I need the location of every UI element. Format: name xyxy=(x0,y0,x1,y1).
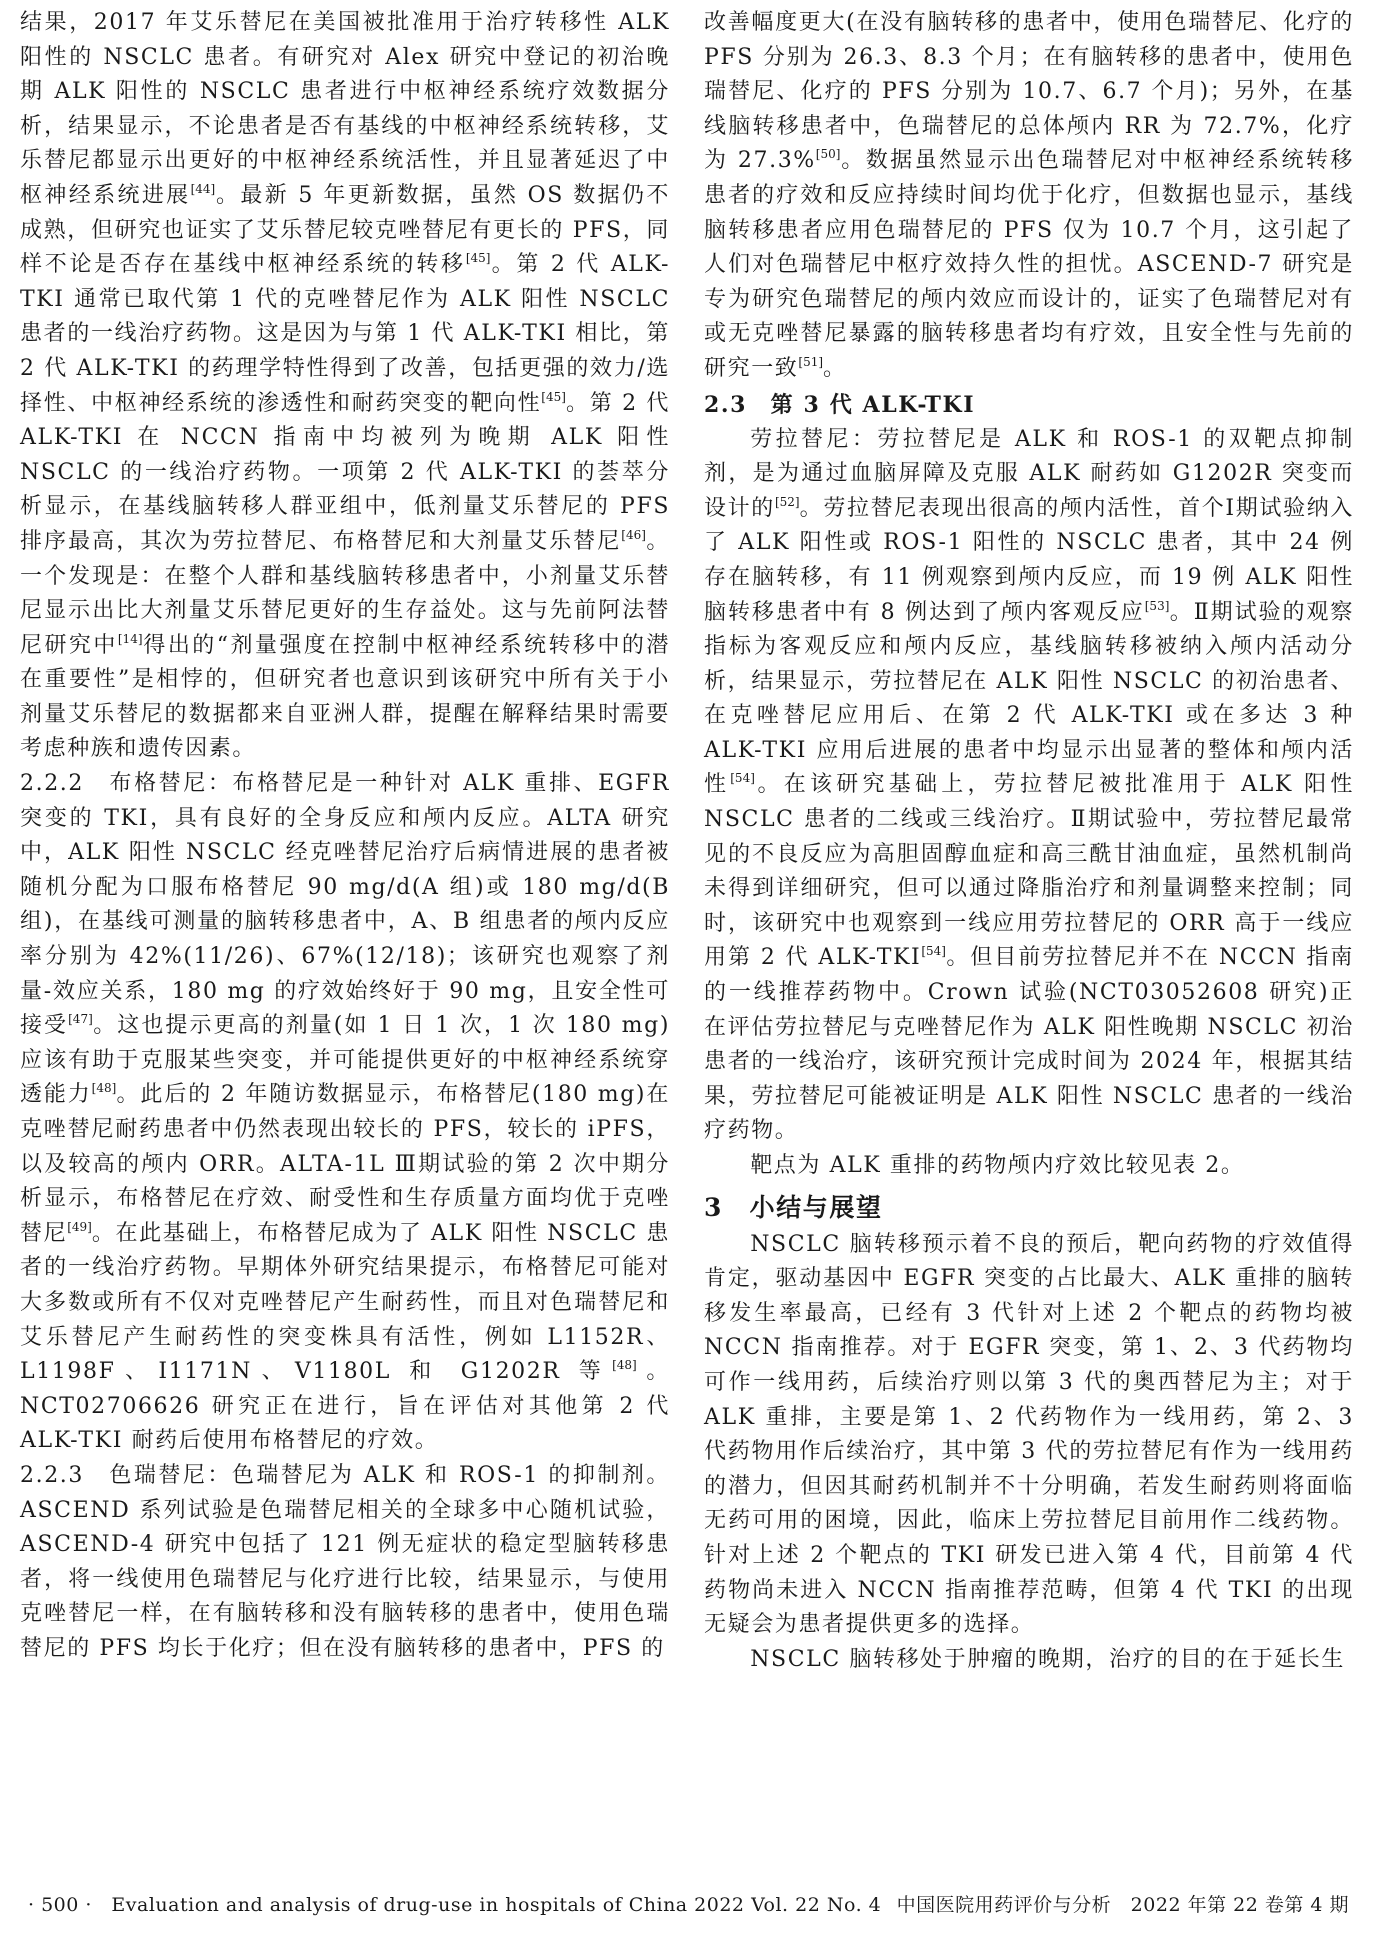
text-run: 结果，2017 年艾乐替尼在美国被批准用于治疗转移性 ALK 阳性的 NSCLC 患者。有研究对 Alex 研究中登记的初治晚期 ALK 阳性的 NSCLC 患者进行中枢神经系统疗效数据分析，结果显示，不论患者是否有基线的中枢神经系统转移，艾乐替尼都显示出更好的中枢神经系统活性，并且显著延迟了中枢神经系统进展 xyxy=(20,10,670,208)
paragraph-alectinib xyxy=(20,6,670,767)
footer-journal-english: · 500 · Evaluation and analysis of drug-use in hospitals of China 2022 Vol. 22 No. 4 xyxy=(28,1894,882,1916)
citation-ref: [46] xyxy=(621,527,646,542)
text-run: 改善幅度更大(在没有脑转移的患者中，使用色瑞替尼、化疗的 PFS 分别为 26.3、8.3 个月；在有脑转移的患者中，使用色瑞替尼、化疗的 PFS 分别为 10.7、6.7 个月)；另外，在基线脑转移患者中，色瑞替尼的总体颅内 RR 为 72.7%，化疗为 27.3% xyxy=(704,10,1354,174)
text-run: 靶点为 ALK 重排的药物颅内疗效比较见表 2。 xyxy=(750,1153,1245,1178)
text-run: 。在该研究基础上，劳拉替尼被批准用于 ALK 阳性 NSCLC 患者的二线或三线治疗。Ⅱ期试验中，劳拉替尼最常见的不良反应为高胆固醇血症和高三酰甘油血症，虽然机制尚未得到详细研究，但可以通过降脂治疗和剂量调整来控制；同时，该研究中也观察到一线应用劳拉替尼的 ORR 高于一线应用第 2 代 ALK-TKI xyxy=(704,772,1354,971)
text-run: NSCLC 脑转移预示着不良的预后，靶向药物的疗效值得肯定，驱动基因中 EGFR 突变的占比最大、ALK 重排的脑转移发生率最高，已经有 3 代针对上述 2 个靶点的药物均被 NCCN 指南推荐。对于 EGFR 突变，第 1、2、3 代药物均可作一线用药，后续治疗则以第 3 代的奥西替尼为主；对于 ALK 重排，主要是第 1、2 代药物作为一线用药，第 2、3 代药物用作后续治疗，其中第 3 代的劳拉替尼有作为一线用药的潜力，但因其耐药机制并不十分明确，若发生耐药则将面临无药可用的困境，因此，临床上劳拉替尼目前用作二线药物。针对上述 2 个靶点的 TKI 研发已进入第 4 代，目前第 4 代药物尚未进入 NCCN 指南推荐范畴，但第 4 代 TKI 的出现无疑会为患者提供更多的选择。 xyxy=(704,1231,1354,1638)
citation-ref: [14] xyxy=(117,631,143,646)
text-run: 劳拉替尼：劳拉替尼是 ALK 和 ROS-1 的双靶点抑制剂，是为通过血脑屏障及克服 ALK 耐药如 G1202R 突变而设计的 xyxy=(704,426,1354,521)
text-run: 。NCT02706626 研究正在进行，旨在评估对其他第 2 代 ALK-TKI 耐药后使用布格替尼的疗效。 xyxy=(20,1359,670,1454)
citation-ref: [54] xyxy=(730,771,755,786)
citation-ref: [52] xyxy=(774,494,800,509)
citation-ref: [48] xyxy=(612,1358,637,1373)
text-run: 。在此基础上，布格替尼成为了 ALK 阳性 NSCLC 患者的一线治疗药物。早期体外研究结果提示，布格替尼可能对大多数或所有不仅对克唑替尼产生耐药性，而且对色瑞替尼和艾乐替尼产生耐药性的突变株具有活性，例如 L1152R、L1198F、I1171N、V1180L 和 G1202R 等 xyxy=(20,1220,671,1385)
paragraph-summary xyxy=(704,1228,1354,1643)
text-run: 。 xyxy=(823,355,847,381)
citation-ref: [47] xyxy=(68,1012,93,1027)
citation-ref: [45] xyxy=(541,389,566,404)
text-run: 。第 2 代 ALK-TKI 在 NCCN 指南中均被列为晚期 ALK 阳性 NSCLC 的一线治疗药物。一项第 2 代 ALK-TKI 的荟萃分析显示，在基线脑转移人群亚组中，低剂量艾乐替尼的 PFS 排序最高，其次为劳拉替尼、布格替尼和大剂量艾乐替尼 xyxy=(20,390,670,554)
text-run: 。但目前劳拉替尼并不在 NCCN 指南的一线推荐药物中。Crown 试验(NCT03052608 研究)正在评估劳拉替尼与克唑替尼作为 ALK 阳性晚期 NSCLC 初治患者的一线治疗，该研究预计完成时间为 2024 年，根据其结果，劳拉替尼可能被证明是 ALK 阳性 NSCLC 患者的一线治疗药物。 xyxy=(704,945,1355,1144)
text-run: 2.2.2 布格替尼：布格替尼是一种针对 ALK 重排、EGFR 突变的 TKI，具有良好的全身反应和颅内反应。ALTA 研究中，ALK 阳性 NSCLC 经克唑替尼治疗后病情进展的患者被随机分配为口服布格替尼 90 mg/d(A 组)或 180 mg/d(B 组)，在基线可测量的脑转移患者中，A、B 组患者的颅内反应率分别为 42%(11/26)、67%(12/18)；该研究也观察了剂量-效应关系，180 mg 的疗效始终好于 90 mg，且安全性可接受 xyxy=(20,771,670,1039)
text-run: 得出的“剂量强度在控制中枢神经系统转移中的潜在重要性”是相悖的，但研究者也意识到该研究中所有关于小剂量艾乐替尼的数据都来自亚洲人群，提醒在解释结果时需要考虑种族和遗传因素。 xyxy=(20,632,671,762)
footer-journal-chinese: 中国医院用药评价与分析 2022 年第 22 卷第 4 期 xyxy=(896,1894,1349,1916)
section-heading-2-3: 2.3 第 3 代 ALK-TKI xyxy=(704,391,976,418)
right-column xyxy=(704,6,1354,1677)
text-run: 。一个发现是：在整个人群和基线脑转移患者中，小剂量艾乐替尼显示出比大剂量艾乐替尼更好的生存益处。这与先前阿法替尼研究中 xyxy=(20,528,670,658)
paragraph-summary-2 xyxy=(704,1643,1354,1678)
citation-ref: [50] xyxy=(815,147,841,162)
text-run: 2.2.3 色瑞替尼：色瑞替尼为 ALK 和 ROS-1 的抑制剂。ASCEND 系列试验是色瑞替尼相关的全球多中心随机试验，ASCEND-4 研究中包括了 121 例无症状的稳定型脑转移患者，将一线使用色瑞替尼与化疗进行比较，结果显示，与使用克唑替尼一样，在有脑转移和没有脑转移的患者中，使用色瑞替尼的 PFS 均长于化疗；但在没有脑转移的患者中，PFS 的 xyxy=(20,1462,670,1661)
text-run: 。此后的 2 年随访数据显示，布格替尼(180 mg)在克唑替尼耐药患者中仍然表现出较长的 PFS，较长的 iPFS，以及较高的颅内 ORR。ALTA-1L Ⅲ期试验的第 2 次中期分析显示，布格替尼在疗效、耐受性和生存质量方面均优于克唑替尼 xyxy=(20,1082,670,1246)
citation-ref: [44] xyxy=(190,181,216,196)
citation-ref: [51] xyxy=(798,354,824,369)
text-run: 。第 2 代 ALK-TKI 通常已取代第 1 代的克唑替尼作为 ALK 阳性 NSCLC 患者的一线治疗药物。这是因为与第 1 代 ALK-TKI 相比，第 2 代 ALK-TKI 的药理学特性得到了改善，包括更强的效力/选择性、中枢神经系统的渗透性和耐药突变的靶向性 xyxy=(20,252,670,416)
citation-ref: [54] xyxy=(921,944,946,959)
paragraph-ceritinib-cont xyxy=(704,6,1354,387)
paragraph-lorlatinib xyxy=(704,423,1354,1149)
text-run: 。这也提示更高的剂量(如 1 日 1 次，1 次 180 mg)应该有助于克服某些突变，并可能提供更好的中枢神经系统穿透能力 xyxy=(20,1013,671,1108)
section-heading-3: 3 小结与展望 xyxy=(704,1192,883,1222)
left-column xyxy=(20,6,670,1667)
citation-ref: [48] xyxy=(91,1081,117,1096)
text-run: 。Ⅱ期试验的观察指标为客观反应和颅内反应，基线脑转移被纳入颅内活动分析，结果显示，劳拉替尼在 ALK 阳性 NSCLC 的初治患者、在克唑替尼应用后、在第 2 代 ALK-TKI 或在多达 3 种 ALK-TKI 应用后进展的患者中均显示出显著的整体和颅内活性 xyxy=(704,599,1355,798)
paragraph-ceritinib xyxy=(20,1459,670,1667)
text-run: 。数据虽然显示出色瑞替尼对中枢神经系统转移患者的疗效和反应持续时间均优于化疗，但数据也显示，基线脑转移患者应用色瑞替尼的 PFS 仅为 10.7 个月，这引起了人们对色瑞替尼中枢疗效持久性的担忧。ASCEND-7 研究是专为研究色瑞替尼的颅内效应而设计的，证实了色瑞替尼对有或无克唑替尼暴露的脑转移患者均有疗效，且安全性与先前的研究一致 xyxy=(704,148,1354,381)
paragraph-table-ref xyxy=(704,1149,1354,1184)
citation-ref: [49] xyxy=(67,1219,92,1234)
citation-ref: [45] xyxy=(465,251,491,266)
citation-ref: [53] xyxy=(1144,598,1170,613)
text-run: 。最新 5 年更新数据，虽然 OS 数据仍不成熟，但研究也证实了艾乐替尼较克唑替尼有更长的 PFS，同样不论是否存在基线中枢神经系统的转移 xyxy=(20,182,671,278)
paragraph-brigatinib xyxy=(20,767,670,1459)
text-run: NSCLC 脑转移处于肿瘤的晚期，治疗的目的在于延长生 xyxy=(750,1646,1345,1672)
text-run: 。劳拉替尼表现出很高的颅内活性，首个Ⅰ期试验纳入了 ALK 阳性或 ROS-1 阳性的 NSCLC 患者，其中 24 例存在脑转移，有 11 例观察到颅内反应，而 19 例 ALK 阳性脑转移患者中有 8 例达到了颅内客观反应 xyxy=(704,495,1354,625)
